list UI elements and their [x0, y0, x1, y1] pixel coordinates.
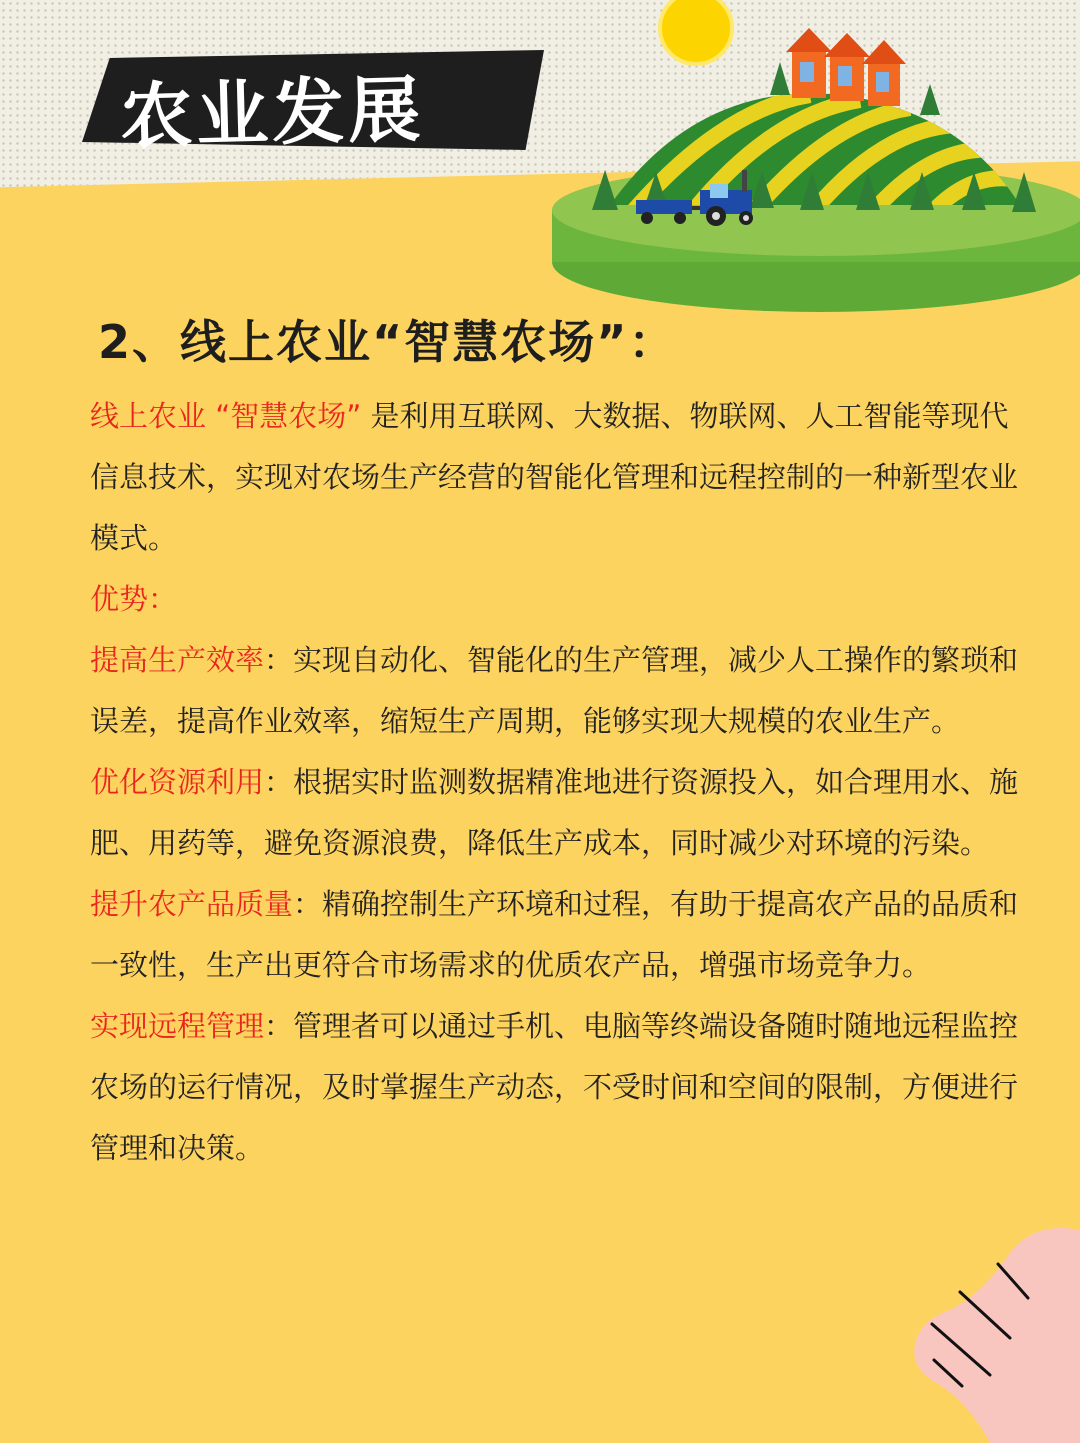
advantage-text: ：实现自动化、智能化的生产管理，减少人工操作的繁琐和误差，提高作业效率，缩短生产周期，能够实现大规模的农业生产。 — [90, 643, 1019, 738]
advantages-label: 优势： — [90, 582, 178, 616]
intro-term: 线上农业 “智慧农场” — [90, 399, 362, 433]
advantage-text: ：管理者可以通过手机、电脑等终端设备随时随地远程监控农场的运行情况，及时掌握生产动态，不受时间和空间的限制，方便进行管理和决策。 — [90, 1009, 1019, 1165]
farm-hill-illustration — [550, 0, 1080, 320]
advantage-text: ：根据实时监测数据精准地进行资源投入，如合理用水、施肥、用药等，避免资源浪费，降低生产成本，同时减少对环境的污染。 — [90, 765, 1019, 860]
advantage-text: ：精确控制生产环境和过程，有助于提高农产品的品质和一致性，生产出更符合市场需求的优质农产品，增强市场竞争力。 — [90, 887, 1019, 982]
sun-icon — [660, 0, 732, 64]
house-icon — [786, 28, 906, 106]
advantage-title: 提高生产效率 — [90, 643, 265, 677]
advantage-item — [90, 996, 1020, 1179]
intro-paragraph — [90, 386, 1020, 569]
article-body — [90, 386, 1020, 1179]
section-heading: 2、线上农业“智慧农场”： — [98, 315, 677, 369]
page-title: 农业发展 — [119, 67, 426, 159]
advantage-title: 实现远程管理 — [90, 1009, 265, 1043]
hand-icon — [910, 1220, 1080, 1443]
advantage-item — [90, 752, 1020, 874]
advantage-title: 优化资源利用 — [90, 765, 265, 799]
advantage-item — [90, 630, 1020, 752]
advantage-title: 提升农产品质量 — [90, 887, 294, 921]
intro-text: 是利用互联网、大数据、物联网、人工智能等现代信息技术，实现对农场生产经营的智能化管理和远程控制的一种新型农业模式。 — [90, 399, 1019, 555]
advantage-item — [90, 874, 1020, 996]
